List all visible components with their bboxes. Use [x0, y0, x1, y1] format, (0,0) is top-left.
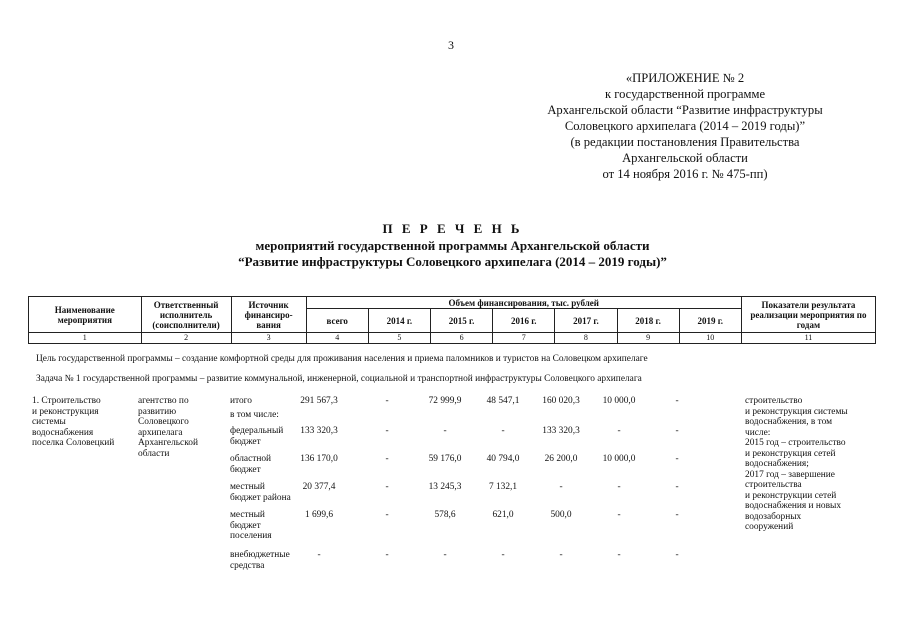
financing-value: 40 794,0: [486, 454, 520, 464]
column-number: 2: [141, 333, 231, 344]
indicator-line: водоснабжения и новых: [745, 501, 842, 511]
indicator-line: и реконструкция сетей: [745, 448, 836, 459]
financing-value: 500,0: [550, 510, 572, 520]
appendix-line: Архангельской области: [622, 151, 748, 165]
financing-value: -: [385, 454, 389, 464]
indicator-line: числе:: [745, 427, 771, 438]
financing-value: -: [675, 454, 679, 464]
financing-value: 59 176,0: [428, 454, 462, 464]
column-number: 7: [493, 333, 555, 344]
appendix-line: (в редакции постановления Правительства: [570, 135, 800, 149]
financing-value: 10 000,0: [602, 396, 636, 406]
financing-value: 20 377,4: [302, 482, 336, 492]
financing-value: -: [317, 550, 321, 560]
indicator-line: строительство: [745, 396, 803, 406]
financing-value: -: [443, 550, 447, 560]
financing-value: 578,6: [434, 510, 456, 520]
financing-value: -: [385, 510, 389, 520]
financing-source-line: областной: [230, 454, 272, 464]
program-task: Задача № 1 государственной программы – развитие коммунальной, инженерной, социальной и транспортной инфраструктуры Соловецкого архипелага: [36, 374, 642, 384]
indicator-line: водоснабжения;: [745, 459, 809, 469]
header-volume: Объем финансирования, тыс. рублей: [306, 297, 741, 309]
financing-value: -: [559, 550, 563, 560]
financing-source-line: бюджет района: [230, 492, 291, 503]
financing-value: -: [675, 510, 679, 520]
appendix-line: Архангельской области “Развитие инфраструктуры: [547, 103, 823, 117]
document-title: [0, 220, 905, 270]
financing-value: 10 000,0: [602, 454, 636, 464]
financing-source-line: бюджет: [230, 464, 261, 475]
financing-value: -: [617, 550, 621, 560]
header-year: 2016 г.: [493, 309, 555, 333]
financing-value: 72 999,9: [428, 396, 462, 406]
appendix-line: «ПРИЛОЖЕНИЕ № 2: [625, 71, 745, 85]
financing-value: 13 245,3: [428, 482, 462, 492]
measure-name-line: водоснабжения: [32, 427, 94, 438]
indicator-line: водозаборных: [745, 511, 802, 522]
header-year: 2014 г.: [368, 309, 430, 333]
financing-source-line: бюджет: [230, 436, 261, 447]
financing-value: 291 567,3: [300, 396, 338, 406]
page-number: 3: [448, 38, 454, 52]
measure-indicators: [745, 396, 875, 533]
header-year: 2019 г.: [679, 309, 741, 333]
financing-value: -: [501, 426, 505, 436]
header-source: Источник финансиро- вания: [231, 297, 306, 333]
financing-value: -: [501, 550, 505, 560]
indicator-line: 2017 год – завершение: [745, 469, 835, 480]
header-year: 2017 г.: [555, 309, 617, 333]
indicator-line: строительства: [745, 480, 802, 490]
indicator-line: и реконструкции сетей: [745, 490, 837, 501]
measure-name-line: системы: [32, 417, 66, 427]
financing-value: -: [385, 550, 389, 560]
executor-line: развитию: [138, 406, 177, 417]
financing-value: -: [385, 426, 389, 436]
financing-source-line: местный: [230, 510, 265, 520]
financing-value: -: [559, 482, 563, 492]
financing-value: -: [617, 510, 621, 520]
column-number: 9: [617, 333, 679, 344]
header-year: 2018 г.: [617, 309, 679, 333]
financing-source: [230, 410, 300, 421]
financing-source-line: итого: [230, 396, 252, 406]
financing-value: 7 132,1: [488, 482, 518, 492]
appendix-header: [520, 70, 850, 182]
appendix-line: от 14 ноября 2016 г. № 475-пп): [602, 167, 768, 181]
indicator-line: 2015 год – строительство: [745, 438, 846, 448]
financing-value: -: [675, 396, 679, 406]
financing-value: -: [385, 396, 389, 406]
financing-source-line: федеральный: [230, 426, 284, 436]
financing-source-line: местный: [230, 482, 265, 492]
measure-name-line: и реконструкция: [32, 406, 99, 417]
financing-source-line: в том числе:: [230, 410, 279, 420]
financing-value: 133 320,3: [300, 426, 338, 436]
measure-name: [32, 396, 132, 449]
indicator-line: сооружений: [745, 522, 794, 532]
financing-value: 133 320,3: [542, 426, 580, 436]
column-number: 3: [231, 333, 306, 344]
header-year: 2015 г.: [430, 309, 492, 333]
header-indicators: Показатели результата реализации мероприятия по годам: [741, 297, 875, 333]
executor-line: архипелага: [138, 427, 183, 438]
indicator-line: водоснабжения, в том: [745, 417, 833, 427]
header-name: Наименование мероприятия: [29, 297, 142, 333]
title-line: мероприятий государственной программы Архангельской области: [255, 238, 650, 253]
measure-executor: [138, 396, 218, 459]
financing-value: 621,0: [492, 510, 514, 520]
appendix-line: Соловецкого архипелага (2014 – 2019 годы)”: [564, 119, 806, 133]
executor-line: области: [138, 448, 170, 459]
column-number: 10: [679, 333, 741, 344]
financing-value: 48 547,1: [486, 396, 520, 406]
executor-line: агентство по: [138, 396, 189, 406]
financing-table-header: [28, 296, 876, 344]
column-number: 8: [555, 333, 617, 344]
title-heading: П Е Р Е Ч Е Н Ь: [382, 221, 523, 236]
financing-source-line: внебюджетные: [230, 550, 290, 560]
financing-value: -: [675, 426, 679, 436]
column-number: 4: [306, 333, 368, 344]
financing-value: 136 170,0: [300, 454, 338, 464]
financing-value: -: [617, 426, 621, 436]
title-line: “Развитие инфраструктуры Соловецкого архипелага (2014 – 2019 годы)”: [238, 254, 667, 269]
header-executor: Ответственный исполнитель (соисполнители): [141, 297, 231, 333]
financing-value: 160 020,3: [542, 396, 580, 406]
financing-value: 1 699,6: [304, 510, 334, 520]
header-total: всего: [306, 309, 368, 333]
column-number: 5: [368, 333, 430, 344]
measure-name-line: поселка Соловецкий: [32, 438, 115, 448]
indicator-line: и реконструкция системы: [745, 406, 848, 417]
financing-source-line: бюджет: [230, 520, 261, 531]
executor-line: Соловецкого: [138, 417, 189, 427]
financing-value: -: [675, 482, 679, 492]
appendix-line: к государственной программе: [604, 87, 766, 101]
financing-value: -: [443, 426, 447, 436]
column-number: 11: [741, 333, 875, 344]
column-number: 1: [29, 333, 142, 344]
financing-source-line: поселения: [230, 531, 272, 541]
financing-value: -: [675, 550, 679, 560]
financing-value: -: [385, 482, 389, 492]
financing-source-line: средства: [230, 560, 265, 571]
column-number: 6: [430, 333, 492, 344]
financing-value: 26 200,0: [544, 454, 578, 464]
financing-value: -: [617, 482, 621, 492]
measure-name-line: 1. Строительство: [32, 396, 101, 406]
program-goal: Цель государственной программы – создание комфортной среды для проживания населения и приема паломников и туристов на Соловецком архипелаге: [36, 354, 648, 364]
executor-line: Архангельской: [138, 438, 198, 448]
